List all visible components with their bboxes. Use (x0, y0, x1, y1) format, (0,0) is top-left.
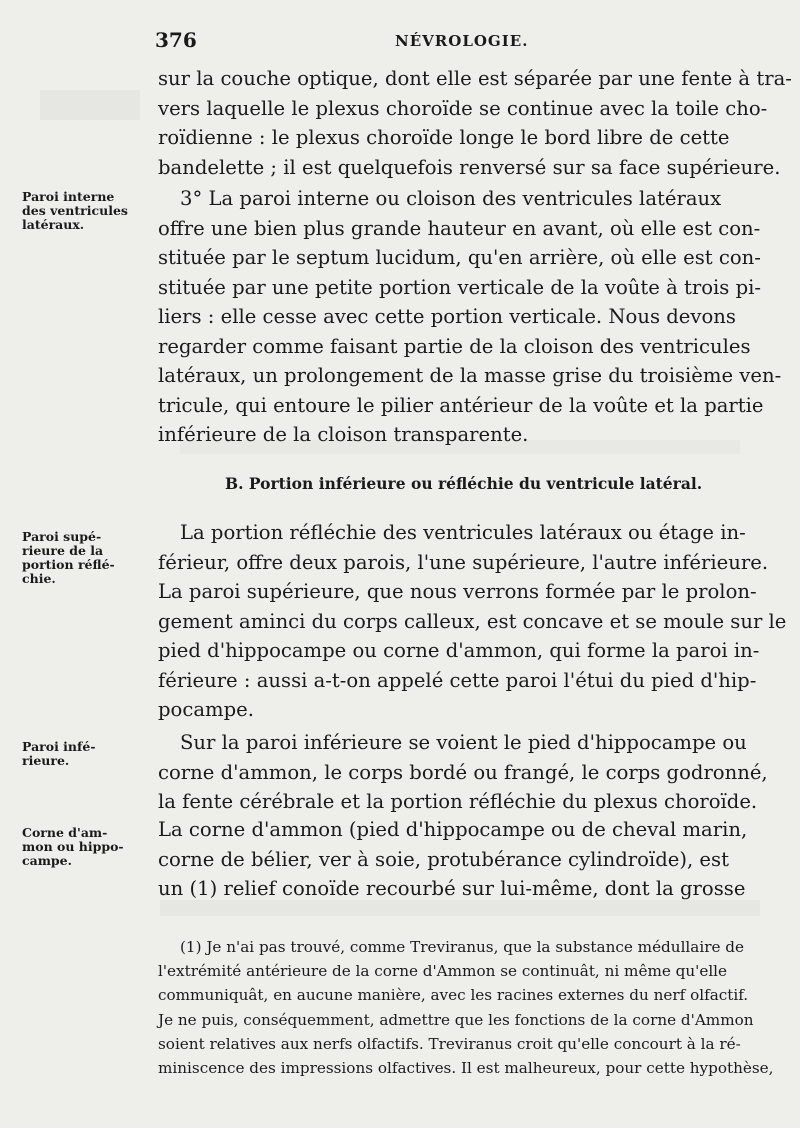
text-line: corne de bélier, ver à soie, protubérance cylindroïde), est (158, 847, 729, 871)
footnote (158, 935, 774, 1080)
sidenote-line: Paroi interne (22, 189, 115, 204)
sidenote-paroi-superieure (22, 530, 152, 586)
text-line: vers laquelle le plexus choroïde se continue avec la toile cho- (158, 96, 768, 120)
text-line: liers : elle cesse avec cette portion verticale. Nous devons (158, 305, 736, 328)
text-line: tricule, qui entoure le pilier antérieur de la voûte et la partie (158, 393, 764, 417)
paragraph-paroi-inferieure (158, 728, 766, 817)
paragraph-corne-ammon (158, 815, 766, 904)
footnote-line: l'extrémité antérieure de la corne d'Ammon se continuât, ni même qu'elle (158, 962, 728, 981)
sidenote-paroi-inferieure (22, 740, 152, 768)
text-line: regarder comme faisant partie de la cloison des ventricules (158, 334, 751, 358)
text-line: gement aminci du corps calleux, est concave et se moule sur le (158, 609, 787, 633)
footnote-line: miniscence des impressions olfactives. Il est malheureux, pour cette hypothèse, (158, 1059, 774, 1078)
sidenote-line: rieure de la (22, 543, 104, 558)
text-line: La portion réfléchie des ventricules latéraux ou étage in- (180, 521, 746, 544)
sidenote-line: des ventricules (22, 203, 128, 218)
footnote-line: soient relatives aux nerfs olfactifs. Treviranus croit qu'elle concourt à la ré- (158, 1034, 741, 1053)
paragraph-portion-reflechie (158, 518, 787, 725)
text-line: sur la couche optique, dont elle est séparée par une fente à tra- (158, 67, 792, 90)
text-line: un (1) relief conoïde recourbé sur lui-même, dont la grosse (158, 877, 746, 900)
text-line: La corne d'ammon (pied d'hippocampe ou de cheval marin, (158, 818, 748, 841)
text-line: la fente cérébrale et la portion réfléchie du plexus choroïde. (158, 790, 758, 813)
text-line: stituée par le septum lucidum, qu'en arrière, où elle est con- (158, 246, 761, 269)
footnote-line: (1) Je n'ai pas trouvé, comme Treviranus, que la substance médullaire de (180, 938, 744, 956)
sidenote-corne-ammon (22, 826, 152, 868)
text-line: offre une bien plus grande hauteur en avant, où elle est con- (158, 216, 761, 240)
page-header (155, 28, 755, 54)
text-line: Sur la paroi inférieure se voient le pied d'hippocampe ou (180, 731, 747, 754)
text-line: corne d'ammon, le corps bordé ou frangé, le corps godronné, (158, 760, 768, 784)
sidenote-line: portion réflé- (22, 557, 115, 572)
text-line: férieur, offre deux parois, l'une supérieure, l'autre inférieure. (158, 550, 769, 574)
paragraph-paroi-interne (158, 184, 782, 450)
sidenote-line: chie. (22, 571, 56, 586)
sidenote-line: rieure. (22, 753, 70, 768)
text-line: inférieure de la cloison transparente. (158, 423, 529, 446)
text-line: stituée par une petite portion verticale de la voûte à trois pi- (158, 275, 762, 299)
paragraph-bandelette (158, 64, 792, 182)
footnote-line: communiquât, en aucune manière, avec les racines externes du nerf olfactif. (158, 986, 749, 1005)
page-number: 376 (155, 28, 197, 52)
text-line: pied d'hippocampe ou corne d'ammon, qui forme la paroi in- (158, 639, 760, 662)
text-line: pocampe. (158, 698, 254, 721)
text-line: 3° La paroi interne ou cloison des ventricules latéraux (180, 187, 722, 210)
text-line: bandelette ; il est quelquefois renversé sur sa face supérieure. (158, 155, 781, 179)
sidenote-line: latéraux. (22, 217, 85, 232)
sidenote-paroi-interne (22, 190, 152, 232)
sidenote-line: Corne d'am- (22, 825, 108, 840)
sidenote-line: campe. (22, 853, 72, 868)
sidenote-line: Paroi infé- (22, 739, 96, 754)
text-line: La paroi supérieure, que nous verrons formée par le prolon- (158, 580, 757, 603)
footnote-line: Je ne puis, conséquemment, admettre que les fonctions de la corne d'Ammon (158, 1010, 754, 1029)
section-subheading: B. Portion inférieure ou réfléchie du ventricule latéral. (225, 474, 703, 493)
text-line: férieure : aussi a-t-on appelé cette paroi l'étui du pied d'hip- (158, 668, 757, 692)
text-line: latéraux, un prolongement de la masse grise du troisième ven- (158, 364, 782, 387)
sidenote-line: mon ou hippo- (22, 839, 124, 854)
running-head: NÉVROLOGIE. (395, 32, 529, 50)
sidenote-line: Paroi supé- (22, 529, 102, 544)
show-through-text (40, 90, 140, 120)
text-line: roïdienne : le plexus choroïde longe le bord libre de cette (158, 126, 730, 149)
